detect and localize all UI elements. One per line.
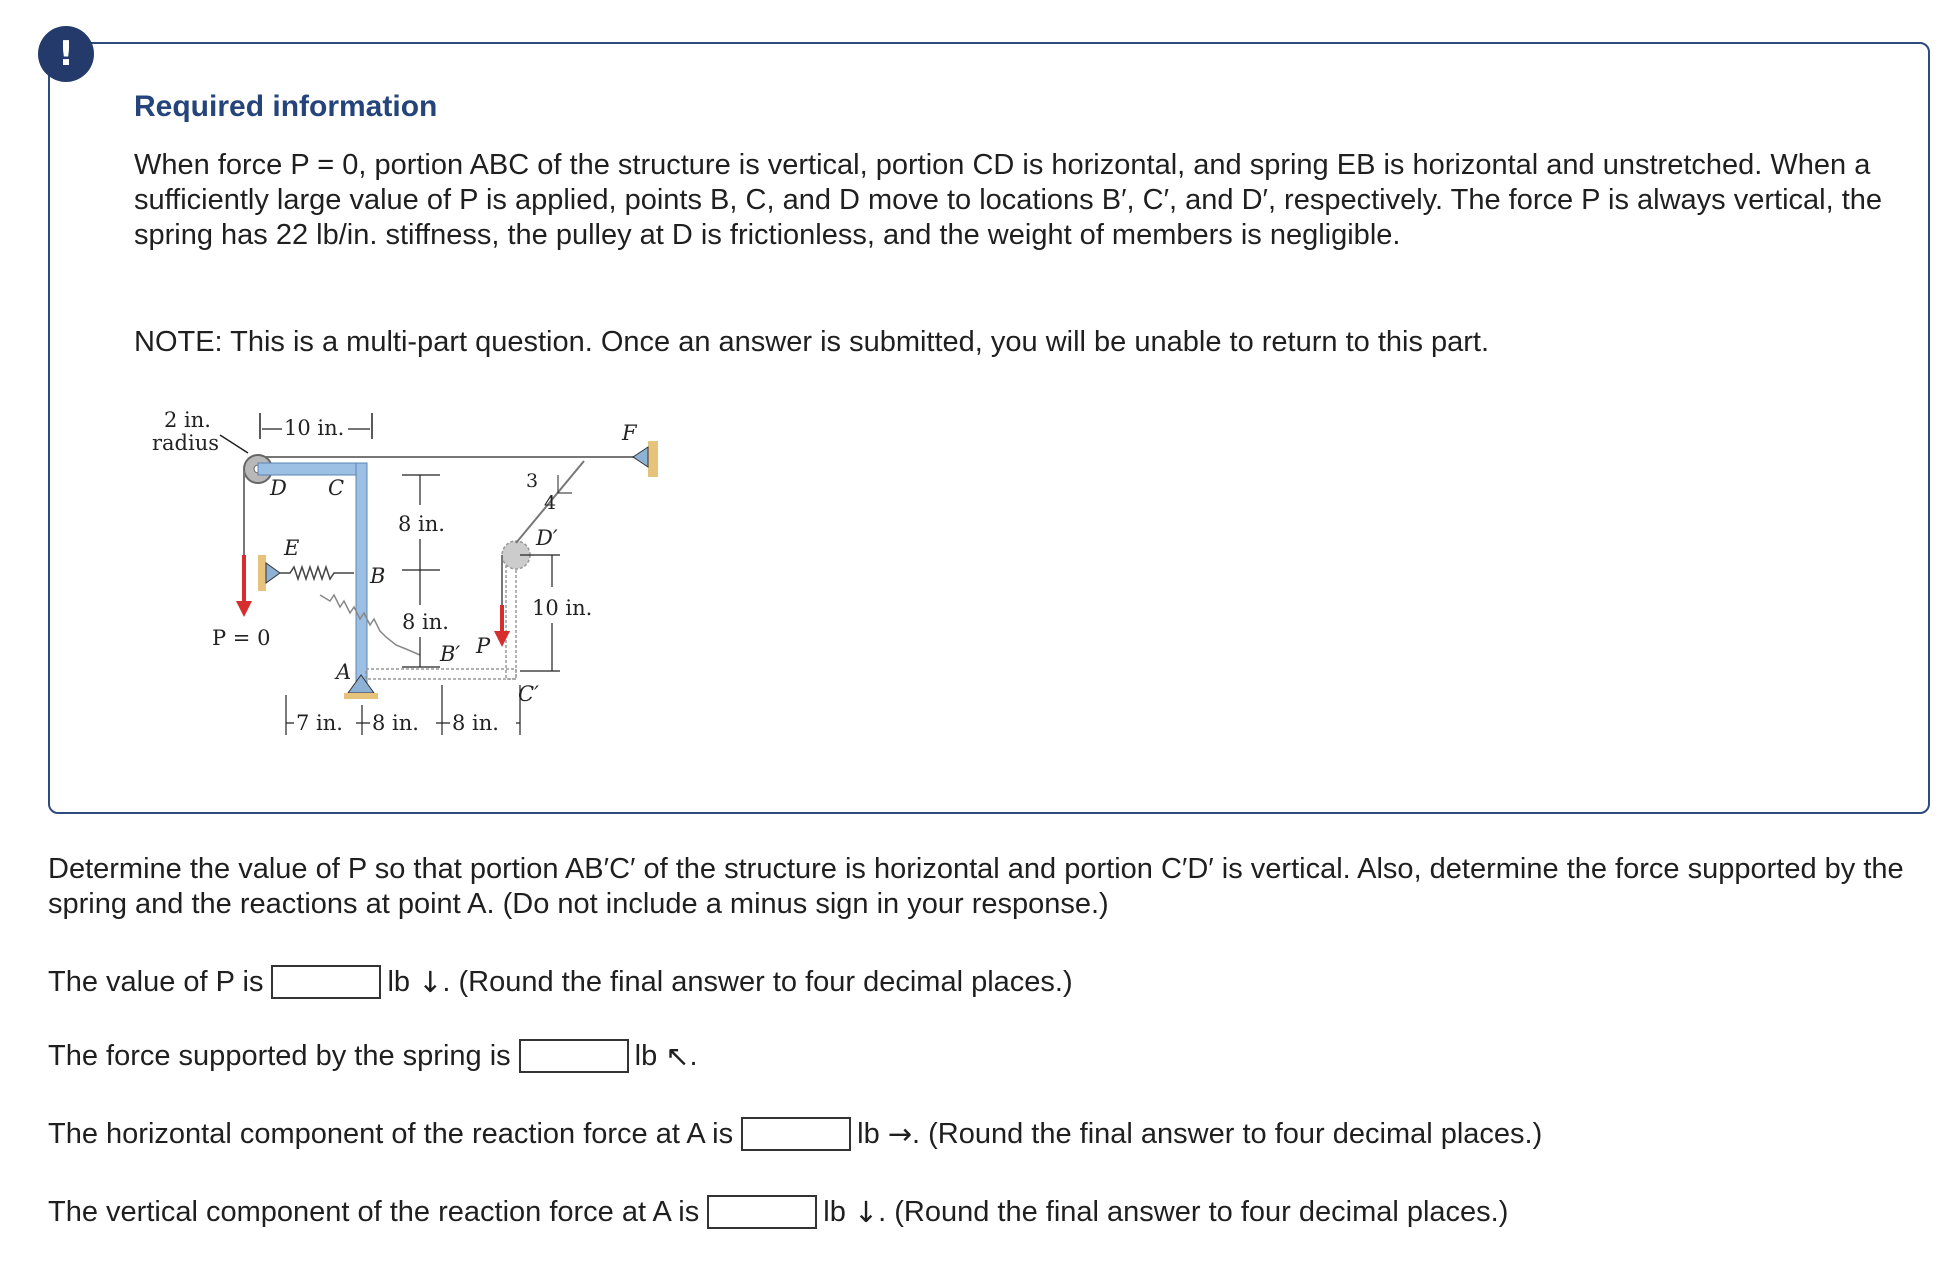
label-dp: D′: [536, 526, 558, 550]
label-f: F: [622, 421, 637, 445]
info-alert-icon: !: [38, 26, 94, 82]
label-c: C: [328, 476, 345, 500]
label-d: D: [270, 476, 287, 500]
answer-spring-suffix: .: [689, 1040, 698, 1072]
label-radius-2: radius: [152, 431, 220, 455]
radius-leader: [220, 435, 248, 453]
answer-spring-prefix: The force supported by the spring is: [48, 1040, 511, 1072]
answer-p-prefix: The value of P is: [48, 966, 264, 998]
dim-bottom-label-1: 7 in.: [296, 711, 343, 735]
label-bp: B′: [440, 642, 461, 666]
label-a: A: [336, 660, 352, 684]
dim-bottom-label-3: 8 in.: [452, 711, 499, 735]
answer-ax-suffix: . (Round the final answer to four decimal places.): [912, 1118, 1543, 1150]
support-a-pin: [348, 675, 374, 693]
support-a-base: [344, 693, 378, 699]
answer-spring-unit: lb: [634, 1040, 658, 1072]
dim-bottom-label-2: 8 in.: [372, 711, 419, 735]
answer-row-p: [48, 964, 1073, 1000]
label-radius-1: 2 in.: [164, 408, 211, 432]
spring-eb: [280, 567, 354, 579]
structure-diagram: [140, 405, 700, 745]
up-left-arrow-icon: ↖: [665, 1039, 690, 1073]
slope-4-label: 4: [544, 492, 557, 514]
member-cd-displaced: [506, 555, 516, 679]
support-e-pin: [266, 563, 280, 583]
down-arrow-icon: ↓: [418, 965, 443, 999]
member-abc-displaced: [366, 669, 516, 679]
label-b: B: [370, 564, 386, 588]
answer-row-ax: [48, 1116, 1542, 1152]
slope-3-label: 3: [526, 470, 539, 492]
answer-ay-suffix: . (Round the final answer to four decimal places.): [878, 1196, 1509, 1228]
info-note: [134, 325, 1894, 360]
answer-ax-prefix: The horizontal component of the reaction force at A is: [48, 1118, 734, 1150]
support-f-pin: [633, 447, 648, 467]
member-abc: [356, 463, 367, 685]
answer-p-suffix: . (Round the final answer to four decimal places.): [442, 966, 1073, 998]
answer-p-unit: lb: [387, 966, 411, 998]
support-f-wall: [648, 441, 658, 477]
answer-ay-input[interactable]: [707, 1195, 817, 1229]
arrow-p0-head: [236, 601, 252, 617]
dim-10-label: 10 in.: [532, 596, 593, 620]
label-p0: P = 0: [212, 626, 271, 650]
info-paragraph: [134, 148, 1894, 253]
question-text: Determine the value of P so that portion AB′C′ of the structure is horizontal and portion C′D′ is vertical. Also, determine the force supported by the spring and the reactions at point A. (Do not include a minus sign in your response.): [48, 853, 1904, 920]
dim-8a-label: 8 in.: [398, 512, 445, 536]
answer-row-ay: [48, 1194, 1508, 1230]
answer-spring-input[interactable]: [519, 1039, 629, 1073]
answer-ay-prefix: The vertical component of the reaction force at A is: [48, 1196, 700, 1228]
support-e-wall: [258, 555, 266, 591]
note-text: NOTE: This is a multi-part question. Once an answer is submitted, you will be unable to return to this part.: [134, 326, 1490, 358]
dim-8b-label: 8 in.: [402, 610, 449, 634]
answer-p-input[interactable]: [271, 965, 381, 999]
right-arrow-icon: →: [887, 1117, 913, 1151]
down-arrow-icon: ↓: [853, 1195, 879, 1229]
info-title: Required information: [134, 90, 438, 123]
label-e: E: [284, 536, 300, 560]
label-p: P: [476, 634, 491, 658]
answer-ay-unit: lb: [823, 1196, 846, 1228]
info-text: When force P = 0, portion ABC of the structure is vertical, portion CD is horizontal, and spring EB is horizontal and unstretched. When a sufficiently large value of P is applied, points B, C, and D move to locations B′, C′, and D′, respectively. The force P is always vertical, the spring has 22 lb/in. stiffness, the pulley at D is frictionless, and the weight of members is negligible.: [134, 149, 1883, 251]
answer-row-spring: [48, 1038, 698, 1074]
answer-ax-unit: lb: [857, 1118, 880, 1150]
member-cd: [258, 463, 365, 475]
answer-ax-input[interactable]: [741, 1117, 851, 1151]
dim-top-label: 10 in.: [284, 416, 345, 440]
label-cp: C′: [518, 682, 539, 706]
arrow-p-head: [494, 631, 510, 647]
